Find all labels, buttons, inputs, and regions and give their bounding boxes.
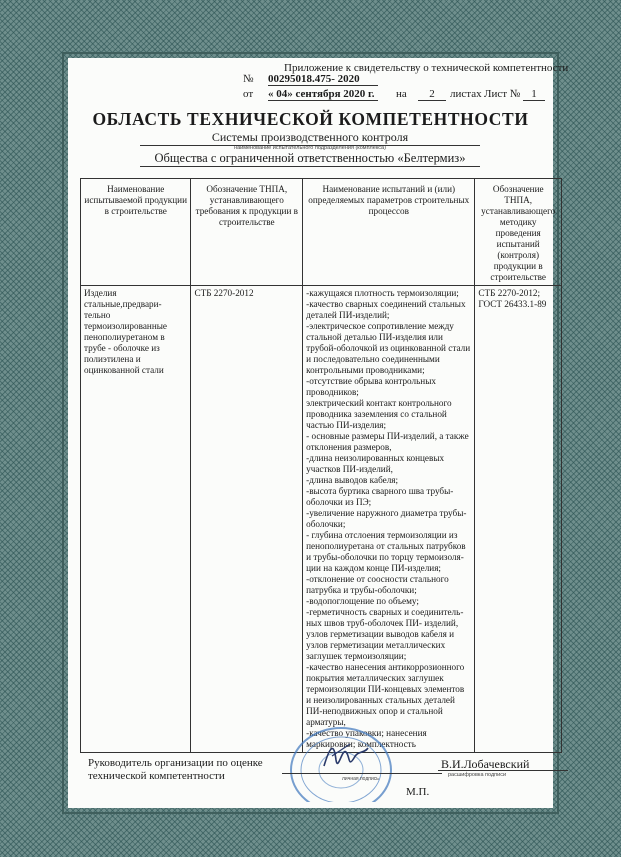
tnpa-cell: СТБ 2270-2012 [191,286,303,753]
head-label: Руководитель организации по оценке технической компетентности [88,757,263,782]
parameters-cell [303,286,475,753]
parameter-item: -высота буртика сварного шва трубы-оболочки из ПЭ; [306,486,454,507]
signature-caption: личная подпись [342,776,379,782]
header-requirements-tnpa: Обозначение ТНПА, устанавливающего требования к продукции в строительстве [191,179,303,286]
parameter-item: -электрическое сопротивление между стальной деталью ПИ-изделия или трубой-оболочкой из оцинкованной стали и последовательно соединенными контрольными проводниками; [306,321,471,375]
parameter-item: -отсутствие обрыва контрольных проводников; [306,376,436,397]
parameter-item: электрический контакт контрольного проводника заземления со стальной частью ПИ-изделия; [306,398,452,430]
sheets-label: листах [450,88,482,100]
product-cell: Изделия стальные,предвари-тельно термоизолированные пенополиуретаном в трубе - оболочке из полиэтилена и оцинкованной стали [81,286,191,753]
parameter-item: -длина неизолированных концевых участков ПИ-изделий, [306,453,445,474]
sheet-count: 2 [418,88,446,101]
parameter-item: - глубина отслоения термоизоляции из пенополиуретана от стальных патрубков и трубы-оболочки по торцу термоизоля-ции на каждом конце ПИ-изделия; [306,530,466,573]
parameter-item: -увеличение наружного диаметра трубы-оболочки; [306,508,467,529]
parameter-item: -водопоглощение по объему; [306,596,419,606]
header-methods-tnpa: Обозначение ТНПА, устанавливающего методику проведения испытаний (контроля) продукции в строительстве [475,179,562,286]
document-title: ОБЛАСТЬ ТЕХНИЧЕСКОЙ КОМПЕТЕНТНОСТИ [92,109,529,129]
name-caption: расшифровка подписи [448,772,507,778]
number-prefix: № [243,73,254,85]
on-label: на [396,88,407,100]
table-header-row [81,179,562,286]
parameter-item: -длина выводов кабеля; [306,475,399,485]
subdivision-caption: наименование испытательного подразделения (комплекса) [234,145,386,151]
header-tests: Наименование испытаний и (или) определяемых параметров строительных процессов [303,179,475,286]
parameter-item: -качество упаковки; нанесения маркировки; комплектность [306,728,427,749]
signature-line [282,773,442,774]
sheet-label: Лист № [484,88,521,100]
handwritten-signature [320,738,372,774]
parameter-item: -качество нанесения антикоррозионного покрытия металлических заглушек термоизоляции ПИ-концевых элементов и неизолированных стальных деталей ПИ-неподвижных опор и стальной арматуры, [306,662,465,727]
certificate-date: « 04» сентября 2020 г. [268,88,378,101]
subdivision-name: Системы производственного контроля [140,130,480,146]
seal-label: М.П. [406,786,430,798]
from-prefix: от [243,88,254,100]
parameter-item: -отклонение от соосности стального патрубка и трубы-оболочки; [306,574,449,595]
appendix-label: Приложение к свидетельству о технической компетентности [284,62,569,74]
parameter-item: -качество сварных соединений стальных деталей ПИ-изделий; [306,299,466,320]
methods-cell: СТБ 2270-2012; ГОСТ 26433.1-89 [475,286,562,753]
header-product: Наименование испытываемой продукции в строительстве [81,179,191,286]
parameter-item: - основные размеры ПИ-изделий, а также отклонения размеров, [306,431,469,452]
table-row [81,286,562,753]
organization-name: Общества с ограниченной ответственностью «Белтермиз» [140,151,480,167]
signer-name: В.И.Лобачевский [441,757,530,771]
name-line [438,770,568,771]
certificate-number: 00295018.475- 2020 [268,73,378,86]
sheet-number: 1 [523,88,545,101]
parameter-item: -герметичность сварных и соединитель-ных швов труб-оболочек ПИ- изделий, узлов герметизации выводов кабеля и узлов герметизации металлических заглушек термоизоляции; [306,607,464,661]
competence-table [80,178,562,753]
parameter-item: -кажущаяся плотность термоизоляции; [306,288,459,298]
